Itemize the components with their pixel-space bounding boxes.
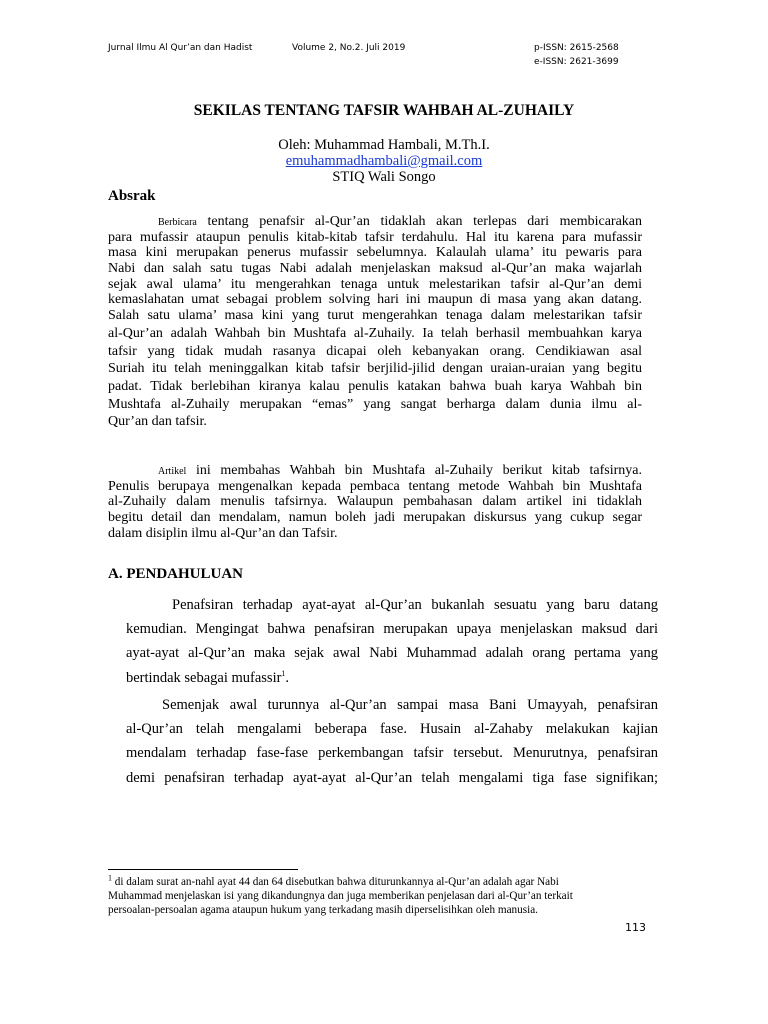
body-paragraph-1 bbox=[126, 593, 658, 690]
body-line: Semenjak awal turunnya al-Qur’an sampai masa Bani Umayyah, penafsiran bbox=[162, 697, 658, 713]
abstract-line: Salah satu ulama’ masa kini yang turut mengerahkan tenaga dalam melestarikan tafsir bbox=[108, 308, 642, 324]
abstract-line: Nabi dan salah satu tugas Nabi adalah menjelaskan maksud al-Qur’an maka wajarlah bbox=[108, 261, 642, 277]
abstract-line: Penulis berupaya mengenalkan kepada pembaca tentang metode Wahbah bin Mushtafa bbox=[108, 478, 642, 494]
p-issn: p-ISSN: 2615-2568 bbox=[534, 43, 619, 53]
author-line: Oleh: Muhammad Hambali, M.Th.I. bbox=[278, 137, 490, 153]
abstract-line: sejak awal ulama’ itu mengerahkan tenaga untuk melestarikan tafsir al-Qur’an demi bbox=[108, 276, 642, 292]
abstract-paragraph-1 bbox=[108, 214, 642, 430]
abstract-line: tentang penafsir al-Qur’an tidaklah akan terlepas dari membicarakan bbox=[207, 214, 642, 229]
abstract-line: para mufassir ataupun penulis kitab-kitab tafsir terdahulu. Hal itu karena para mufassir bbox=[108, 229, 642, 245]
abstract-line: al-Qur’an adalah Wahbah bin Mushtafa al-Zuhaily. Ia telah berhasil membuahkan karya bbox=[108, 325, 642, 341]
e-issn: e-ISSN: 2621-3699 bbox=[534, 57, 619, 67]
abstract-line: begitu detail dan mendalam, namun boleh jadi merupakan diskursus yang cukup segar bbox=[108, 510, 642, 526]
abstract-line: tafsir yang tidak mudah rasanya dicapai oleh kebanyakan orang. Cendikiawan asal bbox=[108, 343, 642, 359]
article-title: SEKILAS TENTANG TAFSIR WAHBAH AL-ZUHAILY bbox=[193, 102, 575, 119]
abstract-line: Mushtafa al-Zuhaily merupakan “emas” yang sangat berharga dalam dunia ilmu al- bbox=[108, 396, 642, 412]
volume-info: Volume 2, No.2. Juli 2019 bbox=[292, 43, 406, 53]
abstract-line: Suriah itu telah meninggalkan kitab tafsir berjilid-jilid dengan uraian-uraian yang begitu bbox=[108, 361, 642, 377]
abstract-line: kemaslahatan umat sebagai problem solving hari ini maupun di masa yang akan datang. bbox=[108, 292, 642, 308]
body-line: al-Qur’an telah mengalami beberapa fase. Husain al-Zahaby melakukan kajian bbox=[126, 721, 658, 738]
abstract-paragraph-2 bbox=[108, 463, 642, 541]
abstract-line: al-Zuhaily dalam menulis tafsirnya. Walaupun pembahasan dalam artikel ini tidaklah bbox=[108, 494, 642, 510]
body-line: bertindak sebagai mufassir bbox=[126, 669, 282, 686]
footnote bbox=[108, 875, 642, 917]
footnote-mark: 1 bbox=[108, 873, 112, 883]
body-line: ayat-ayat al-Qur’an maka sejak awal Nabi Muhammad adalah orang pertama yang bbox=[126, 645, 658, 662]
body-line-end: . bbox=[285, 669, 290, 686]
footnote-line: Muhammad menjelaskan isi yang dikandungnya dan juga memberikan penjelasan dari al-Qur’an terkait bbox=[108, 890, 573, 902]
abstract-line: ini membahas Wahbah bin Mushtafa al-Zuhaily berikut kitab tafsirnya. bbox=[195, 463, 642, 478]
abstract-lead-word: Artikel bbox=[158, 466, 187, 477]
footnote-reference[interactable]: 1 bbox=[281, 668, 286, 678]
abstract-lead-word: Berbicara bbox=[158, 217, 197, 228]
abstract-line: Qur’an dan tafsir. bbox=[108, 414, 207, 430]
journal-name: Jurnal Ilmu Al Qur’an dan Hadist bbox=[108, 43, 253, 53]
footnote-line: di dalam surat an-nahl ayat 44 dan 64 disebutkan bahwa diturunkannya al-Qur’an adalah agar Nabi bbox=[114, 876, 559, 888]
abstract-line: padat. Tidak berlebihan kiranya kalau penulis katakan bahwa buah karya Wahbah bin bbox=[108, 378, 642, 394]
body-line: kemudian. Mengingat bahwa penafsiran merupakan upaya menjelaskan maksud dari bbox=[126, 621, 658, 638]
body-line: demi penafsiran terhadap ayat-ayat al-Qur’an telah mengalami tiga fase signifikan; bbox=[126, 769, 658, 786]
page-number: 113 bbox=[625, 921, 646, 934]
body-line: mendalam terhadap fase-fase perkembangan tafsir tersebut. Menurutnya, penafsiran bbox=[126, 745, 658, 762]
author-affiliation: STIQ Wali Songo bbox=[332, 169, 436, 185]
abstract-heading: Absrak bbox=[108, 188, 156, 204]
author-email-link[interactable]: emuhammadhambali@gmail.com bbox=[285, 153, 483, 169]
footnote-divider bbox=[108, 869, 298, 870]
abstract-line: masa kini merupakan penerus mufassir sebelumnya. Kalaulah ulama’ itu pewaris para bbox=[108, 245, 642, 261]
body-paragraph-2 bbox=[126, 693, 658, 790]
abstract-line: dalam disiplin ilmu al-Qur’an dan Tafsir. bbox=[108, 525, 338, 541]
section-heading: A. PENDAHULUAN bbox=[108, 566, 243, 582]
footnote-line: persoalan-persoalan agama ataupun hukum yang terkadang masih diperselisihkan oleh manusia. bbox=[108, 904, 538, 916]
body-line: Penafsiran terhadap ayat-ayat al-Qur’an bukanlah sesuatu yang baru datang bbox=[172, 597, 658, 613]
